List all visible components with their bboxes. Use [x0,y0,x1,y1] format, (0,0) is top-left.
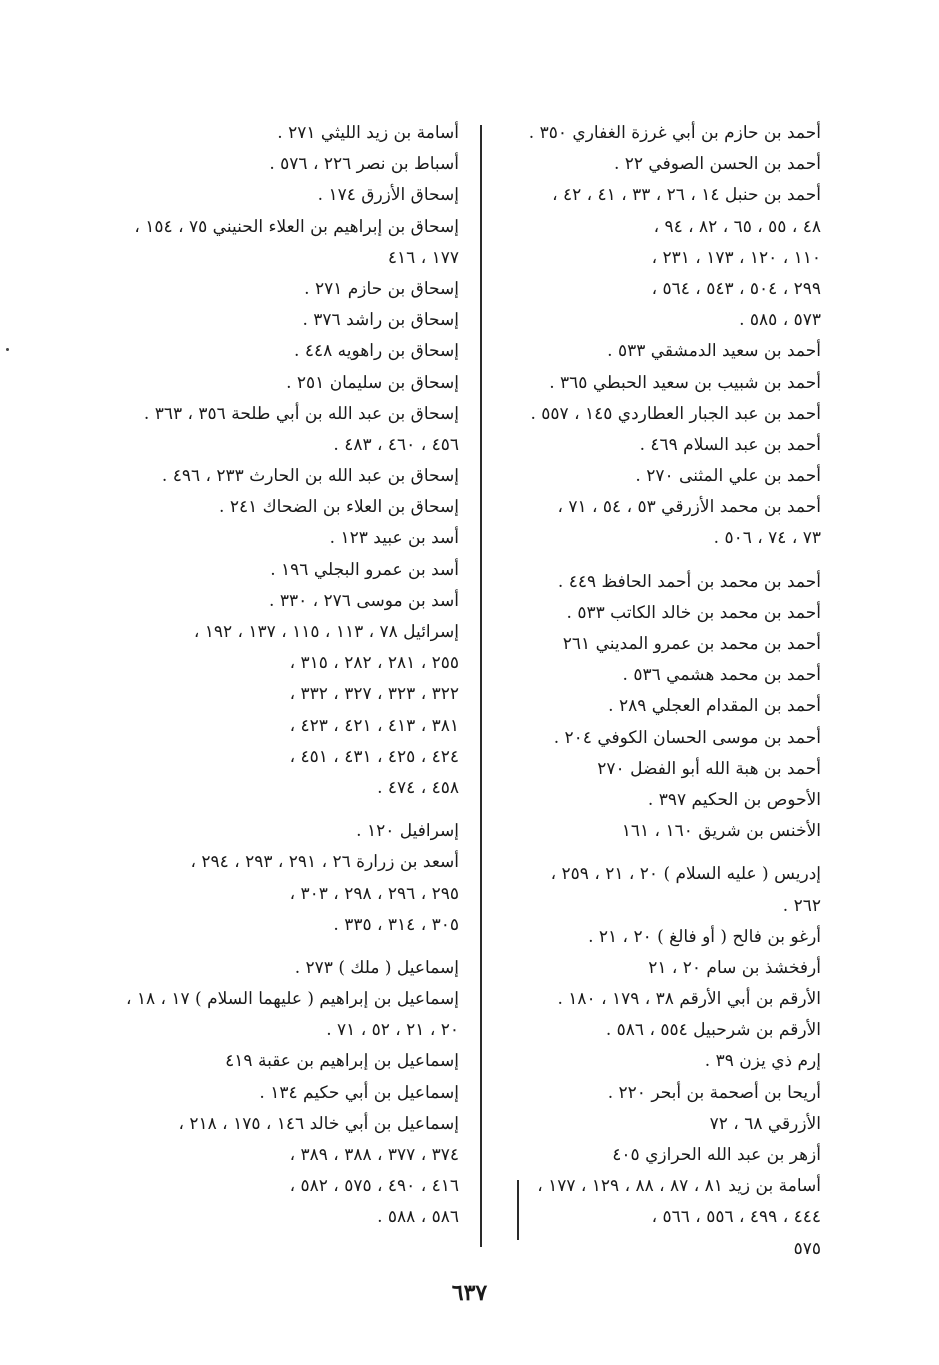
index-entry: الأرقم بن أبي الأرقم ٣٨ ، ١٧٩ ، ١٨٠ . [557,989,821,1010]
index-entry: إسحاق بن عبد الله بن أبي طلحة ٣٥٦ ، ٣٦٣ . [143,403,459,424]
index-entry: ٢٥٥ ، ٢٨١ ، ٢٨٢ ، ٣١٥ ، [289,653,459,674]
index-entry: أحمد بن المقدام العجلي ٢٨٩ . [608,696,821,717]
index-entry: أحمد بن محمد بن خالد الكاتب ٥٣٣ . [566,602,821,623]
index-entry: ٢٦٢ . [782,895,821,916]
index-entry: الأخنس بن شريق ١٦٠ ، ١٦١ [621,821,821,842]
index-entry: ٥٧٣ ، ٥٨٥ . [739,310,821,331]
index-entry: ٣٧٤ ، ٣٧٧ ، ٣٨٨ ، ٣٨٩ ، [289,1145,459,1165]
index-entry: أرغو بن فالح ( أو فالغ ) ٢٠ ، ٢١ . [588,926,821,947]
index-entry: إسحاق الأزرق ١٧٤ . [317,185,459,206]
index-entry: إسحاق بن عبد الله بن الحارث ٢٣٣ ، ٤٩٦ . [161,466,459,487]
index-column-left [124,118,459,1234]
index-entry: أحمد بن علي المثنى ٢٧٠ . [635,466,821,487]
index-entry: ٢٩٥ ، ٢٩٦ ، ٢٩٨ ، ٣٠٣ ، [289,883,459,904]
index-entry: ٥٨٦ ، ٥٨٨ . [377,1207,459,1228]
index-entry: إسرائيل ٧٨ ، ١١٣ ، ١١٥ ، ١٣٧ ، ١٩٢ ، [193,622,459,642]
index-entry: أسد بن موسى ٢٧٦ ، ٣٣٠ . [269,590,459,611]
index-entry: إسماعيل بن أبي حكيم ١٣٤ . [259,1082,459,1103]
index-entry: الأزرقي ٦٨ ، ٧٢ [709,1113,821,1134]
index-entry: إسماعيل ( ملك ) ٢٧٣ . [294,957,459,978]
index-entry: ٣٨١ ، ٤١٣ ، ٤٢١ ، ٤٢٣ ، [289,715,459,736]
index-entry: ١١٠ ، ١٢٠ ، ١٧٣ ، ٢٣١ ، [651,247,821,268]
index-entry: أسعد بن زرارة ٢٦ ، ٢٩١ ، ٢٩٣ ، ٢٩٤ ، [190,852,459,873]
scan-speck [6,348,9,351]
index-entry: إرم ذي يزن ٣٩ . [704,1051,821,1072]
entry-gap [481,555,821,567]
index-entry: أرفخشذ بن سام ٢٠ ، ٢١ [648,957,821,978]
index-entry: الأرقم بن شرحبيل ٥٥٤ ، ٥٨٦ . [605,1020,821,1041]
index-entry: إسماعيل بن أبي خالد ١٤٦ ، ١٧٥ ، ٢١٨ ، [178,1113,459,1134]
index-entry: أحمد بن حنبل ١٤ ، ٢٦ ، ٣٣ ، ٤١ ، ٤٢ ، [552,185,821,206]
index-entry: ٤٥٦ ، ٤٦٠ ، ٤٨٣ . [333,434,459,455]
index-entry: ٢٩٩ ، ٥٠٤ ، ٥٤٣ ، ٥٦٤ ، [651,278,821,299]
index-entry: أحمد بن عبد السلام ٤٦٩ . [639,434,821,455]
index-entry: إسماعيل بن إبراهيم بن عقبة ٤١٩ [225,1051,459,1072]
index-entry: أحمد بن محمد بن أحمد الحافظ ٤٤٩ . [557,571,821,592]
index-entry: إسحاق بن إبراهيم بن العلاء الحنيني ٧٥ ، ١٥٤ ، [134,216,459,237]
index-entry: أسامة بن زيد ٨١ ، ٨٧ ، ٨٨ ، ١٢٩ ، ١٧٧ ، [537,1176,821,1197]
index-entry: ٤٤٤ ، ٤٩٩ ، ٥٥٦ ، ٥٦٦ ، [651,1207,821,1228]
index-entry: إسماعيل بن إبراهيم ( عليهما السلام ) ١٧ ، ١٨ ، [125,989,459,1010]
index-column-right [481,118,821,1265]
index-entry: أحمد بن محمد بن عمرو المديني ٢٦١ [562,634,821,654]
index-entry: إسحاق بن حازم ٢٧١ . [304,278,459,299]
index-entry: أسد بن عمرو البجلي ١٩٦ . [270,559,459,580]
index-entry: أحمد بن محمد الأزرقي ٥٣ ، ٥٤ ، ٧١ ، [557,497,821,518]
index-entry: إسرافيل ١٢٠ . [356,821,459,842]
index-entry: أحمد بن موسى الحسان الكوفي ٢٠٤ . [553,727,821,748]
entry-gap [124,804,459,816]
index-entry: ٤١٦ ، ٤٩٠ ، ٥٧٥ ، ٥٨٢ ، [289,1176,459,1197]
index-entry: أحمد بن شبيب بن سعيد الحبطي ٣٦٥ . [549,372,821,393]
index-entry: ٤٨ ، ٥٥ ، ٦٥ ، ٨٢ ، ٩٤ ، [653,216,821,237]
index-entry: ٤٢٤ ، ٤٢٥ ، ٤٣١ ، ٤٥١ ، [289,746,459,767]
index-entry: ١٧٧ ، ٤١٦ [387,247,459,268]
index-entry: أحمد بن الحسن الصوفي ٢٢ . [613,154,821,175]
index-entry: ٢٠ ، ٢١ ، ٥٢ ، ٧١ . [326,1020,459,1041]
index-entry: إدريس ( عليه السلام ) ٢٠ ، ٢١ ، ٢٥٩ ، [550,864,821,885]
page-number: ٦٣٧ [451,1280,488,1306]
index-entry: ٥٧٥ [793,1238,821,1259]
index-entry: أريحا بن أصحمة بن أبحر ٢٢٠ . [607,1082,821,1103]
index-entry: أحمد بن هبة الله أبو الفضل ٢٧٠ [597,758,821,779]
index-entry: إسحاق بن راهويه ٤٤٨ . [294,341,459,362]
index-entry: أسباط بن نصر ٢٢٦ ، ٥٧٦ . [269,154,459,175]
index-entry: أزهر بن عبد الله الحرازي ٤٠٥ [612,1145,821,1165]
index-entry: ٤٥٨ ، ٤٧٤ . [377,777,459,798]
index-entry: ٧٣ ، ٧٤ ، ٥٠٦ . [713,528,821,549]
index-entry: ٣٠٥ ، ٣١٤ ، ٣٣٥ . [333,914,459,935]
index-entry: ٣٢٢ ، ٣٢٣ ، ٣٢٧ ، ٣٣٢ ، [289,684,459,705]
index-entry: أحمد بن حازم بن أبي غرزة الغفاري ٣٥٠ . [528,123,821,143]
index-entry: أحمد بن محمد هشمي ٥٣٦ . [622,665,821,686]
index-entry: أسد بن عبيد ١٢٣ . [329,528,459,549]
index-entry: إسحاق بن العلاء بن الضحاك ٢٤١ . [219,497,459,518]
index-entry: أسامة بن زيد الليثي ٢٧١ . [277,123,459,143]
index-entry: أحمد بن سعيد الدمشقي ٥٣٣ . [607,341,821,362]
index-entry: الأحوص بن الحكيم ٣٩٧ . [647,789,821,810]
entry-gap [124,941,459,953]
index-entry: أحمد بن عبد الجبار العطاردي ١٤٥ ، ٥٥٧ . [530,403,821,424]
index-entry: إسحاق بن راشد ٣٧٦ . [302,310,459,331]
entry-gap [481,847,821,859]
index-entry: إسحاق بن سليمان ٢٥١ . [286,372,459,393]
